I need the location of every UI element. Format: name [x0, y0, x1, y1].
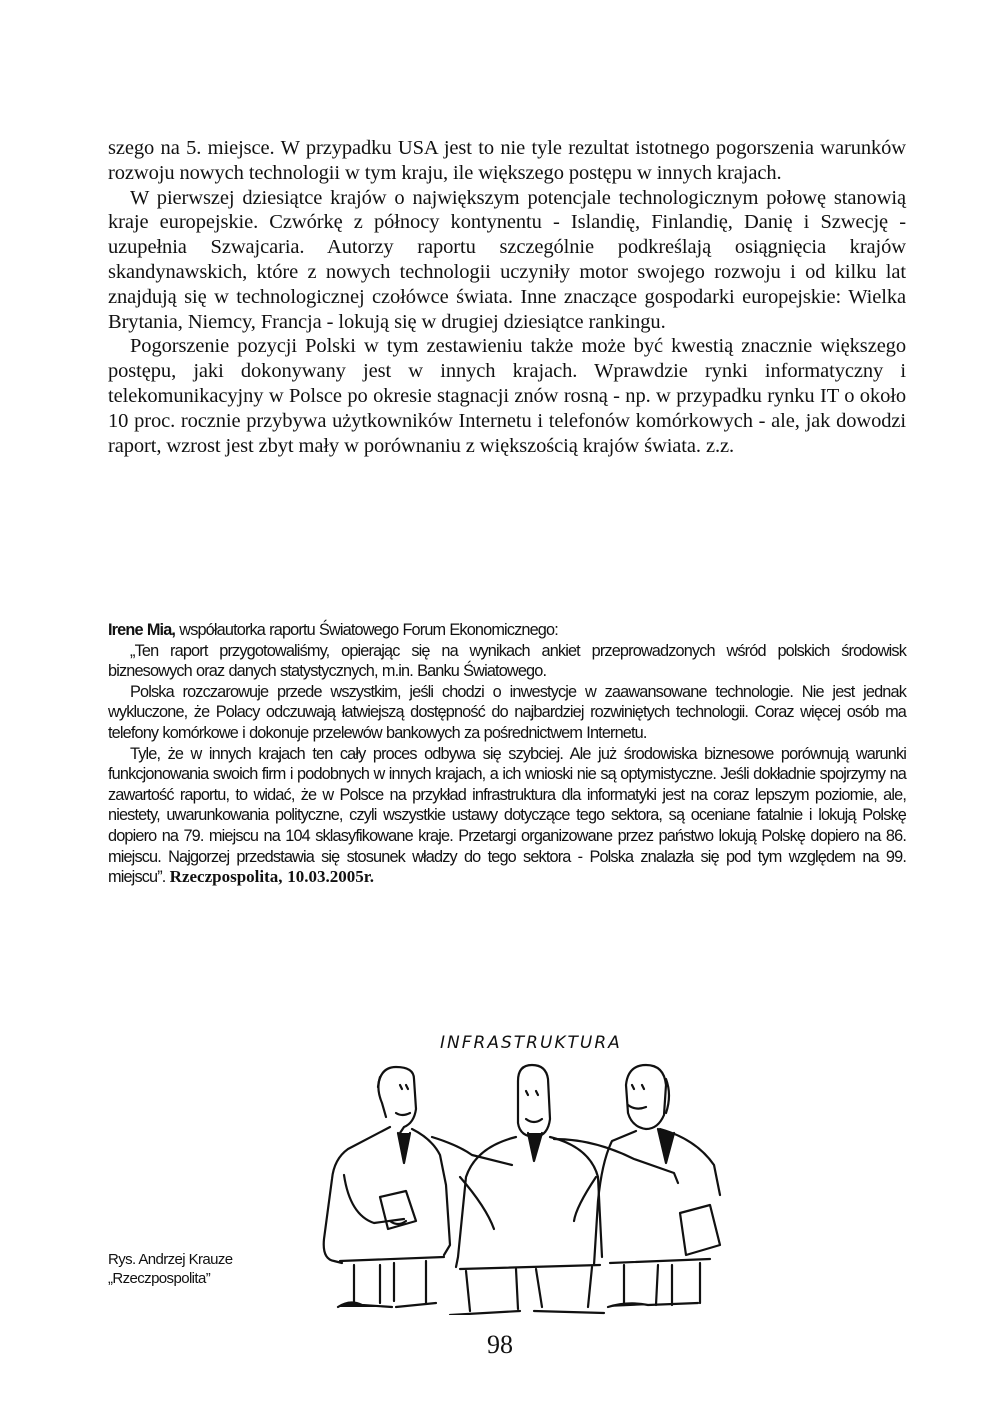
caption-publication: „Rzeczpospolita”: [108, 1270, 211, 1287]
interview-quote: [108, 620, 906, 888]
source-citation: Rzeczpospolita, 10.03.2005r.: [169, 867, 374, 887]
author-name: Irene Mia,: [108, 621, 176, 639]
interview-paragraph-2: Polska rozczarowuje przede wszystkim, jeśli chodzi o inwestycje w zaawansowane technologie. Nie jest jednak wykluczone, że Polacy odczuwają łatwiejszą dostępność do najbardziej rozwiniętych technologii. Coraz więcej osób ma telefony komórkowe i dokonuje przelewów bankowych za pośrednictwem Internetu.: [108, 682, 906, 742]
interview-paragraph-3: [108, 744, 906, 888]
interview-paragraph-3-text: Tyle, że w innych krajach ten cały proces odbywa się szybciej. Ale już środowiska biznesowe porównują warunki funkcjonowania swoich firm i podobnych w innych krajach, a ich wnioski nie są optymistyczne. Jeśli dokładnie spojrzymy na zawartość raportu, to widać, że w Polsce na przykład infrastruktura dla informatyki jest na coraz lepszym poziomie, ale, niestety, uwarunkowania polityczne, czyli wszystkie ustawy dotyczące tego sektora, są oceniane fatalnie i lokują Polskę dopiero na 79. miejscu na 104 sklasyfikowane kraje. Przetargi organizowane przez państwo lokują Polskę dopiero na 86. miejscu. Najgorzej przedstawia się stosunek władzy do tego sektora - Polska znalazła się pod tym względem na 99. miejscu”.: [108, 744, 906, 887]
cartoon-caption: [108, 1250, 233, 1288]
interview-paragraph-1: „Ten raport przygotowaliśmy, opierając się na wynikach ankiet przeprowadzonych wśród polskich środowisk biznesowych oraz danych statystycznych, m.in. Banku Światowego.: [108, 641, 906, 681]
page-number: 98: [487, 1330, 513, 1359]
author-role: współautorka raportu Światowego Forum Ekonomicznego:: [175, 621, 558, 639]
cartoon-drawing: [320, 1025, 725, 1315]
cartoon-illustration: [320, 1025, 725, 1315]
article-paragraph-1: szego na 5. miejsce. W przypadku USA jest to nie tyle rezultat istotnego pogorszenia warunków rozwoju nowych technologii w tym kraju, ile większego postępu w innych krajach.: [108, 137, 906, 184]
cartoon-title: INFRASTRUKTURA: [440, 1033, 622, 1053]
interview-intro: [108, 620, 906, 641]
caption-author: Rys. Andrzej Krauze: [108, 1251, 233, 1268]
article-body: [108, 136, 906, 458]
article-paragraph-2: W pierwszej dziesiątce krajów o największym potencjale technologicznym połowę stanowią kraje europejskie. Czwórkę z północy kontynentu - Islandię, Finlandię, Danię i Szwecję - uzupełnia Szwajcaria. Autorzy raportu szczególnie podkreślają osiągnięcia krajów skandynawskich, które z nowych technologii uczyniły motor swojego rozwoju i od kilku lat znajdują się w technologicznej czołówce świata. Inne znaczące gospodarki europejskie: Wielka Brytania, Niemcy, Francja - lokują się w drugiej dziesiątce rankingu.: [108, 186, 906, 333]
article-paragraph-3: Pogorszenie pozycji Polski w tym zestawieniu także może być kwestią znacznie większego postępu, jaki dokonywany jest w innych krajach. Wprawdzie rynki informatyczny i telekomunikacyjny w Polsce po okresie stagnacji znów rosną - np. w przypadku rynku IT o około 10 proc. rocznie przybywa użytkowników Internetu i telefonów komórkowych - ale, jak dowodzi raport, wzrost jest zbyt mały w porównaniu z większością krajów świata. z.z.: [108, 335, 906, 457]
